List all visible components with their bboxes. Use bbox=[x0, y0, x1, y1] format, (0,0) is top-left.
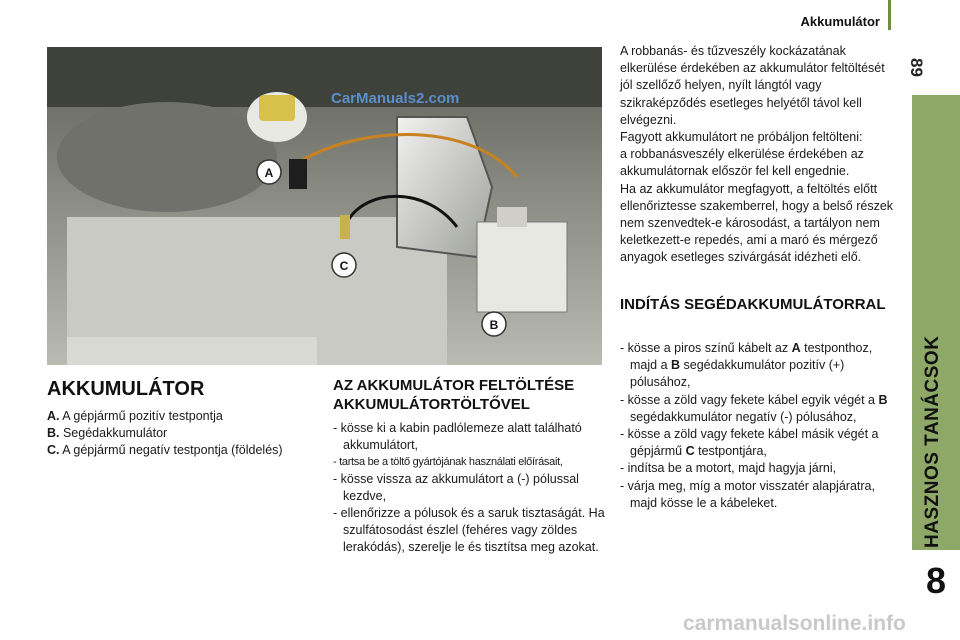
yellow-cap bbox=[259, 95, 295, 121]
engine-block bbox=[57, 102, 277, 212]
grille-bar bbox=[67, 337, 317, 365]
list-item: - kösse a zöld vagy fekete kábel egyik végét a B segédakkumulátor negatív (-) pólusához, bbox=[620, 392, 888, 424]
page-number: 89 bbox=[907, 58, 926, 77]
legend-list bbox=[47, 408, 317, 459]
warning-text bbox=[620, 43, 900, 267]
section-title: AKKUMULÁTOR bbox=[47, 378, 205, 400]
marker-a: A bbox=[264, 166, 274, 180]
charging-steps bbox=[333, 420, 605, 556]
engine-bay-photo bbox=[47, 47, 602, 365]
paragraph: Fagyott akkumulátort ne próbáljon feltölteni: bbox=[620, 130, 863, 145]
footer-watermark: carmanualsonline.info bbox=[683, 612, 906, 635]
legend-item: A. A gépjármű pozitív testpontja bbox=[47, 409, 223, 423]
jumpstart-title: INDÍTÁS SEGÉDAKKUMULÁTORRAL bbox=[620, 296, 886, 313]
positive-clamp bbox=[289, 159, 307, 189]
list-item: - kösse a zöld vagy fekete kábel másik végét a gépjármű C testpontjára, bbox=[620, 427, 879, 459]
list-item: - kösse vissza az akkumulátort a (-) pólussal kezdve, bbox=[333, 472, 579, 503]
watermark: CarManuals2.com bbox=[331, 90, 460, 107]
chapter-label: HASZNOS TANÁCSOK bbox=[922, 335, 943, 548]
marker-b: B bbox=[489, 318, 499, 332]
engine-illustration bbox=[47, 47, 602, 365]
legend-item: C. A gépjármű negatív testpontja (földelés) bbox=[47, 443, 283, 457]
list-item: - tartsa be a töltő gyártójának használati előírásait, bbox=[333, 456, 563, 468]
header-title: Akkumulátor bbox=[800, 14, 880, 29]
paragraph: Ha az akkumulátor megfagyott, a feltöltés előtt ellenőriztesse szakemberrel, hogy a belső részek nem szenvedtek-e károsodást, a tartályon nem keletkezett-e repedés, ami a maró és mérgező anyagok esetleges szivárgását idézheti elő. bbox=[620, 181, 894, 265]
marker-c: C bbox=[339, 259, 349, 273]
paragraph: a robbanásveszély elkerülése érdekében az akkumulátornak először fel kell engednie. bbox=[620, 147, 864, 179]
paragraph: A robbanás- és tűzveszély kockázatának elkerülése érdekében az akkumulátor feltöltését jól szellőző helyen, nyílt lángtól vagy szikraképződés esetleges helyétől távol kell elvégezni. bbox=[620, 44, 885, 127]
engine-back-shadow bbox=[47, 47, 602, 107]
negative-clamp bbox=[340, 215, 350, 239]
list-item: - várja meg, míg a motor visszatér alapjáratra, majd kösse le a kábeleket. bbox=[620, 478, 875, 510]
header-rule bbox=[888, 0, 891, 30]
list-item: - indítsa be a motort, majd hagyja járni, bbox=[620, 461, 837, 476]
booster-battery bbox=[477, 222, 567, 312]
legend-item: B. Segédakkumulátor bbox=[47, 426, 168, 440]
charging-title: AZ AKKUMULÁTOR FELTÖLTÉSE AKKUMULÁTORTÖLTŐVEL bbox=[333, 377, 575, 413]
list-item: - kösse a piros színű kábelt az A testponthoz, majd a B segédakkumulátor pozitív (+) pólusához, bbox=[620, 341, 873, 390]
jumpstart-steps bbox=[620, 340, 900, 512]
list-item: - ellenőrizze a pólusok és a saruk tisztaságát. Ha szulfátosodást észlel (fehéres vagy zöldes lerakódás), szerelje le és tisztítsa meg azokat. bbox=[333, 506, 605, 554]
battery-terminal bbox=[497, 207, 527, 227]
list-item: - kösse ki a kabin padlólemeze alatt található akkumulátort, bbox=[333, 421, 582, 452]
chapter-number: 8 bbox=[925, 560, 947, 601]
